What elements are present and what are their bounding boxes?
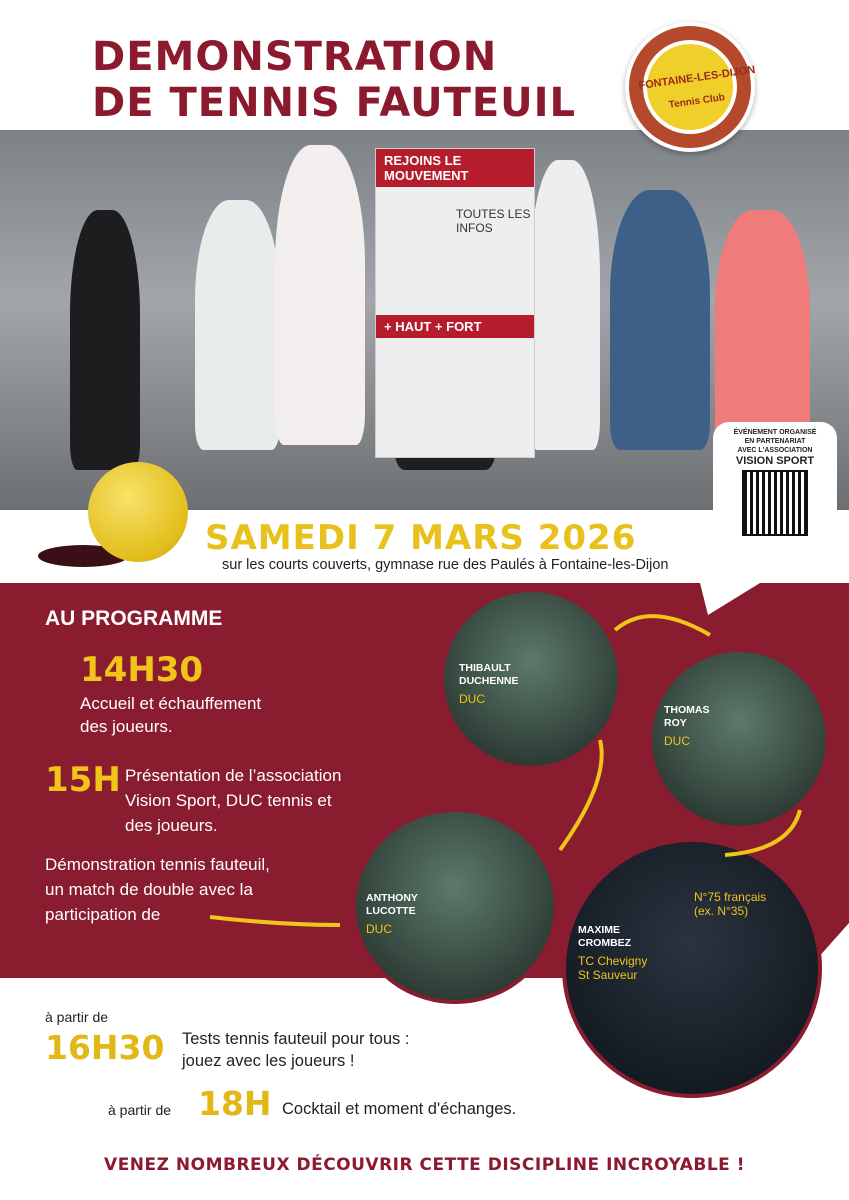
demo-line: participation de <box>45 905 161 924</box>
time-18h: 18H <box>198 1084 272 1123</box>
logo-name: FONTAINE-LES-DIJON <box>637 63 757 93</box>
logo-sub: Tennis Club <box>668 92 726 111</box>
item-text: Accueil et échauffement <box>80 694 262 713</box>
partner-line-1: ÉVÉNEMENT ORGANISÉ <box>733 429 817 436</box>
item-text: Présentation de l’association <box>125 766 342 785</box>
qr-code[interactable] <box>744 472 806 534</box>
title-line-2: DE TENNIS FAUTEUIL <box>92 80 577 126</box>
programme-heading: AU PROGRAMME <box>45 607 223 630</box>
banner-tag: + HAUT + FORT <box>376 315 534 338</box>
partner-name: VISION SPORT <box>735 455 815 467</box>
event-location: sur les courts couverts, gymnase rue des Paulés à Fontaine-les-Dijon <box>222 557 669 573</box>
player-name: THOMAS ROY <box>664 704 710 729</box>
player-club: DUC <box>459 692 485 706</box>
arrow-up <box>560 740 602 850</box>
later-line: jouez avec les joueurs ! <box>182 1052 355 1070</box>
demo-line: un match de double avec la <box>45 880 253 899</box>
time-15h: 15H <box>45 760 121 800</box>
demo-line: Démonstration tennis fauteuil, <box>45 855 270 874</box>
later-line: Tests tennis fauteuil pour tous : <box>182 1030 410 1048</box>
arrow-down <box>725 810 800 855</box>
player-name: THIBAULT DUCHENNE <box>459 662 519 687</box>
item-text: Vision Sport, DUC tennis et <box>125 791 332 810</box>
footer-slogan: VENEZ NOMBREUX DÉCOUVRIR CETTE DISCIPLINE INCROYABLE ! <box>104 1155 745 1175</box>
later-prefix-2: à partir de <box>108 1102 172 1118</box>
player-name: MAXIME CROMBEZ <box>578 924 632 949</box>
arrows <box>0 580 849 1000</box>
item-text: des joueurs. <box>80 717 173 736</box>
player-club: DUC <box>366 922 392 936</box>
player-rank: N°75 français (ex. N°35) <box>694 890 767 918</box>
later-prefix-1: à partir de <box>45 1009 109 1025</box>
later-text-2: Cocktail et moment d'échanges. <box>282 1100 517 1118</box>
banner-info: TOUTES LES INFOS <box>456 207 531 235</box>
time-14h30: 14H30 <box>80 650 204 690</box>
title-line-1: DEMONSTRATION <box>92 34 498 80</box>
time-16h30: 16H30 <box>45 1028 165 1067</box>
partner-line-3: AVEC L'ASSOCIATION <box>737 447 813 454</box>
partner-line-2: EN PARTENARIAT <box>744 438 806 445</box>
arrow-to-anthony <box>210 917 340 925</box>
event-date: SAMEDI 7 MARS 2026 <box>205 518 637 558</box>
partner-box <box>713 422 837 552</box>
later-text-1 <box>182 1028 409 1072</box>
roll-up-banner <box>375 148 535 458</box>
banner-heading: REJOINS LE MOUVEMENT <box>376 149 534 187</box>
item-text: des joueurs. <box>125 816 218 835</box>
tennis-ball-icon <box>88 462 188 562</box>
player-name: ANTHONY LUCOTTE <box>366 892 418 917</box>
player-club: TC Chevigny St Sauveur <box>578 954 648 982</box>
player-club: DUC <box>664 734 690 748</box>
arrow-right <box>615 616 710 635</box>
club-logo <box>625 22 755 152</box>
